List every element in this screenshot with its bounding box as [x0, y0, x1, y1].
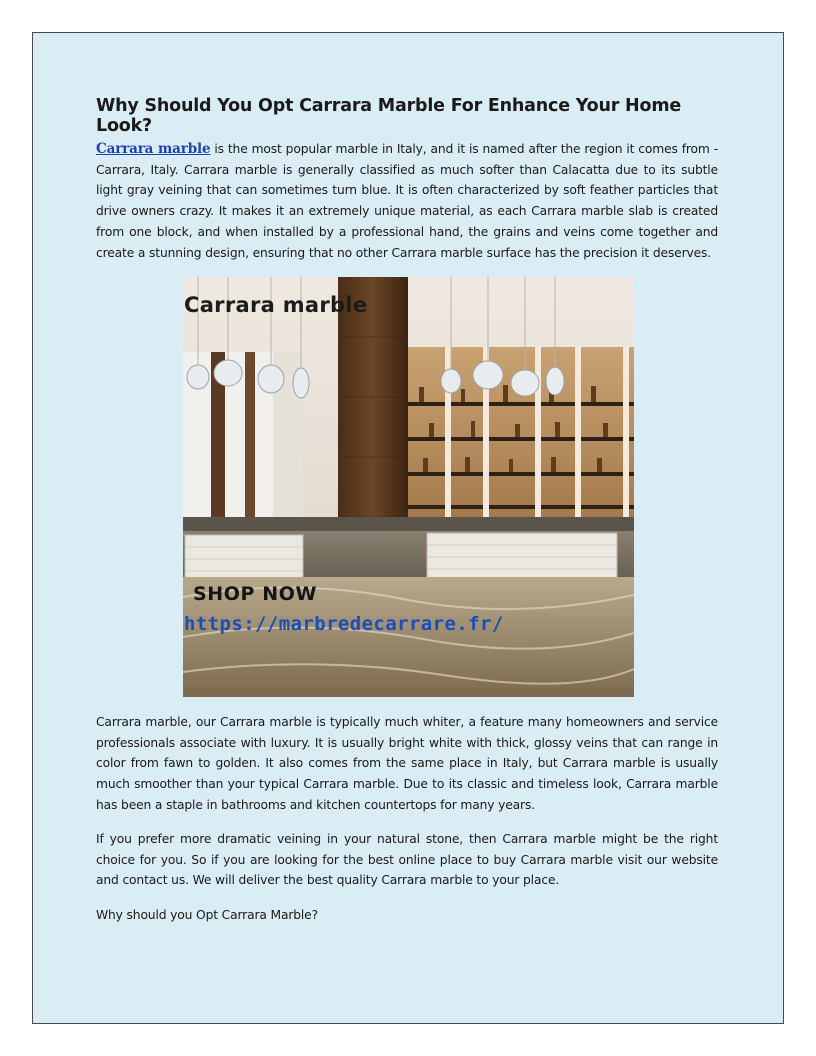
- body-paragraph-4: Why should you Opt Carrara Marble?: [96, 908, 318, 922]
- image-caption: Carrara marble: [184, 293, 368, 317]
- document-title: Why Should You Opt Carrara Marble For Enhance Your Home Look?: [96, 96, 682, 136]
- shop-now-label: SHOP NOW: [193, 583, 318, 605]
- shop-url-text: https://marbredecarrare.fr/: [184, 613, 504, 635]
- intro-text: is the most popular marble in Italy, and it is named after the region it comes from - Carrara, Italy. Carrara marble is generally classified as much softer than Calacatta due to its subtle light gray veining that can sometimes turn blue. It is often characterized by soft feather particles that drive owners crazy. It makes it an extremely unique material, as each Carrara marble slab is created from one block, and when installed by a professional hand, the grains and veins come together and create a stunning design, ensuring that no other Carrara marble surface has the precision it deserves.: [96, 142, 718, 260]
- carrara-marble-promo-image[interactable]: [183, 277, 634, 697]
- intro-paragraph: [96, 139, 718, 263]
- body-paragraph-3: If you prefer more dramatic veining in your natural stone, then Carrara marble might be the right choice for you. So if you are looking for the best online place to buy Carrara marble visit our website and contact us. We will deliver the best quality Carrara marble to your place.: [96, 832, 718, 888]
- carrara-marble-link[interactable]: Carrara marble: [96, 141, 211, 157]
- body-paragraph-2: Carrara marble, our Carrara marble is typically much whiter, a feature many homeowners and service professionals associate with luxury. It is usually bright white with thick, glossy veins that can range in color from fawn to golden. It also comes from the same place in Italy, but Carrara marble is usually much smoother than your typical Carrara marble. Due to its classic and timeless look, Carrara marble has been a staple in bathrooms and kitchen countertops for many years.: [96, 715, 718, 812]
